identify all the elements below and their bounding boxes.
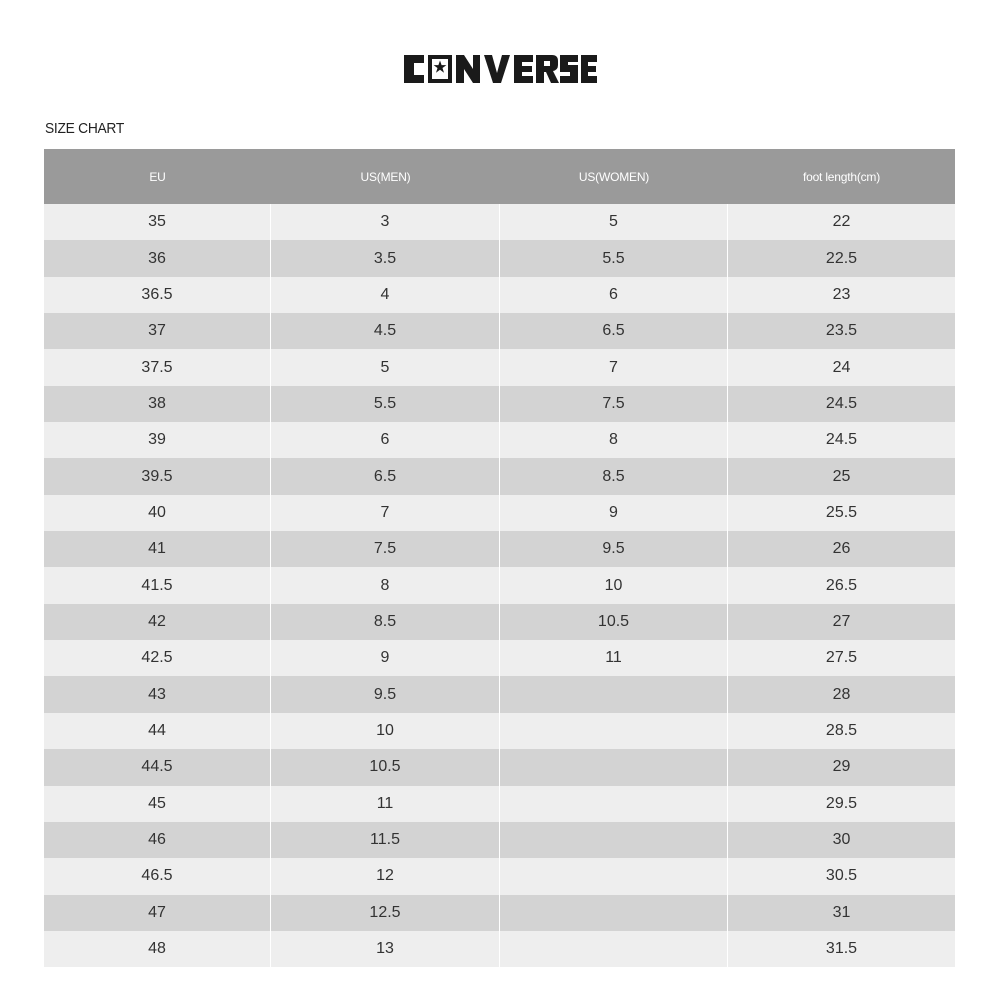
- table-row: [44, 676, 955, 712]
- cell-eu: 41: [44, 531, 271, 567]
- cell-foot-length: 26.5: [825, 576, 858, 594]
- cell-us-men: 8: [271, 567, 500, 603]
- table-body: [44, 204, 955, 967]
- cell-eu: 37: [44, 313, 271, 349]
- cell-us-men: 4.5: [271, 313, 500, 349]
- cell-us-men: 8.5: [271, 604, 500, 640]
- cell-us-women: 5: [500, 204, 728, 240]
- cell-foot-length: 25.5: [825, 503, 858, 521]
- cell-us-men: 11.5: [271, 822, 500, 858]
- cell-foot-length: 27.5: [825, 649, 858, 667]
- table-row: [44, 822, 955, 858]
- table-row: [44, 240, 955, 276]
- cell-foot-length: 26: [832, 540, 851, 558]
- cell-eu: 36.5: [44, 277, 271, 313]
- cell-us-women: 10.5: [500, 604, 728, 640]
- cell-eu: 44.5: [44, 749, 271, 785]
- cell-foot-length: 31: [832, 903, 851, 921]
- table-row: [44, 204, 955, 240]
- cell-eu: 48: [44, 931, 271, 967]
- cell-us-women: 6: [500, 277, 728, 313]
- cell-foot-length: 22.5: [825, 249, 858, 267]
- cell-eu: 40: [44, 495, 271, 531]
- cell-us-women: [500, 858, 728, 894]
- cell-us-women: 10: [500, 567, 728, 603]
- cell-us-women: [500, 822, 728, 858]
- cell-us-men: 10: [271, 713, 500, 749]
- header-us-men: US(MEN): [360, 169, 411, 184]
- cell-us-men: 7: [271, 495, 500, 531]
- cell-foot-length: 29: [832, 758, 851, 776]
- cell-us-women: [500, 749, 728, 785]
- cell-eu: 44: [44, 713, 271, 749]
- cell-eu: 46.5: [44, 858, 271, 894]
- table-row: [44, 786, 955, 822]
- header-eu: EU: [149, 169, 166, 184]
- cell-eu: 47: [44, 895, 271, 931]
- cell-us-women: 8: [500, 422, 728, 458]
- cell-us-women: [500, 713, 728, 749]
- cell-us-men: 5: [271, 349, 500, 385]
- cell-us-men: 6.5: [271, 458, 500, 494]
- cell-foot-length: 22: [832, 213, 851, 231]
- cell-us-men: 12: [271, 858, 500, 894]
- cell-eu: 41.5: [44, 567, 271, 603]
- cell-us-women: 9: [500, 495, 728, 531]
- table-row: [44, 277, 955, 313]
- cell-us-women: 11: [500, 640, 728, 676]
- cell-eu: 39.5: [44, 458, 271, 494]
- converse-logo: [0, 46, 1000, 90]
- cell-foot-length: 24.5: [825, 394, 858, 412]
- cell-us-women: [500, 676, 728, 712]
- cell-us-men: 7.5: [271, 531, 500, 567]
- cell-us-men: 11: [271, 786, 500, 822]
- cell-foot-length: 28: [832, 685, 851, 703]
- cell-eu: 35: [44, 204, 271, 240]
- table-row: [44, 858, 955, 894]
- cell-eu: 42.5: [44, 640, 271, 676]
- cell-us-women: [500, 931, 728, 967]
- table-row: [44, 713, 955, 749]
- cell-us-men: 3.5: [271, 240, 500, 276]
- cell-eu: 42: [44, 604, 271, 640]
- cell-eu: 37.5: [44, 349, 271, 385]
- cell-us-men: 6: [271, 422, 500, 458]
- cell-foot-length: 25: [832, 467, 851, 485]
- cell-us-men: 9: [271, 640, 500, 676]
- cell-us-women: 8.5: [500, 458, 728, 494]
- cell-foot-length: 27: [832, 612, 851, 630]
- cell-foot-length: 30.5: [825, 867, 858, 885]
- table-row: [44, 495, 955, 531]
- table-header: [44, 149, 955, 204]
- table-row: [44, 422, 955, 458]
- table-row: [44, 531, 955, 567]
- star-icon: [434, 61, 447, 73]
- table-row: [44, 349, 955, 385]
- cell-us-women: 9.5: [500, 531, 728, 567]
- table-row: [44, 313, 955, 349]
- table-row: [44, 749, 955, 785]
- size-chart-title: SIZE CHART: [45, 120, 125, 137]
- cell-us-men: 5.5: [271, 386, 500, 422]
- cell-foot-length: 28.5: [825, 721, 858, 739]
- cell-foot-length: 30: [832, 831, 851, 849]
- table-row: [44, 931, 955, 967]
- cell-eu: 46: [44, 822, 271, 858]
- cell-foot-length: 23: [832, 285, 851, 303]
- table-row: [44, 604, 955, 640]
- table-row: [44, 640, 955, 676]
- cell-us-men: 13: [271, 931, 500, 967]
- table-row: [44, 386, 955, 422]
- cell-foot-length: 24: [832, 358, 851, 376]
- cell-eu: 43: [44, 676, 271, 712]
- converse-wordmark: [402, 46, 598, 90]
- header-us-women: US(WOMEN): [578, 169, 650, 184]
- table-row: [44, 567, 955, 603]
- cell-us-women: 5.5: [500, 240, 728, 276]
- cell-foot-length: 23.5: [825, 322, 858, 340]
- cell-us-women: [500, 895, 728, 931]
- cell-eu: 39: [44, 422, 271, 458]
- cell-us-men: 4: [271, 277, 500, 313]
- cell-us-men: 9.5: [271, 676, 500, 712]
- cell-us-women: 6.5: [500, 313, 728, 349]
- table-row: [44, 458, 955, 494]
- cell-us-women: [500, 786, 728, 822]
- cell-eu: 45: [44, 786, 271, 822]
- cell-eu: 38: [44, 386, 271, 422]
- table-row: [44, 895, 955, 931]
- cell-foot-length: 29.5: [825, 794, 858, 812]
- cell-foot-length: 31.5: [825, 940, 858, 958]
- cell-us-women: 7: [500, 349, 728, 385]
- size-chart-table: [44, 149, 955, 967]
- cell-foot-length: 24.5: [825, 431, 858, 449]
- cell-us-men: 12.5: [271, 895, 500, 931]
- cell-us-men: 3: [271, 204, 500, 240]
- cell-eu: 36: [44, 240, 271, 276]
- header-foot-length: foot length(cm): [802, 169, 881, 184]
- cell-us-women: 7.5: [500, 386, 728, 422]
- cell-us-men: 10.5: [271, 749, 500, 785]
